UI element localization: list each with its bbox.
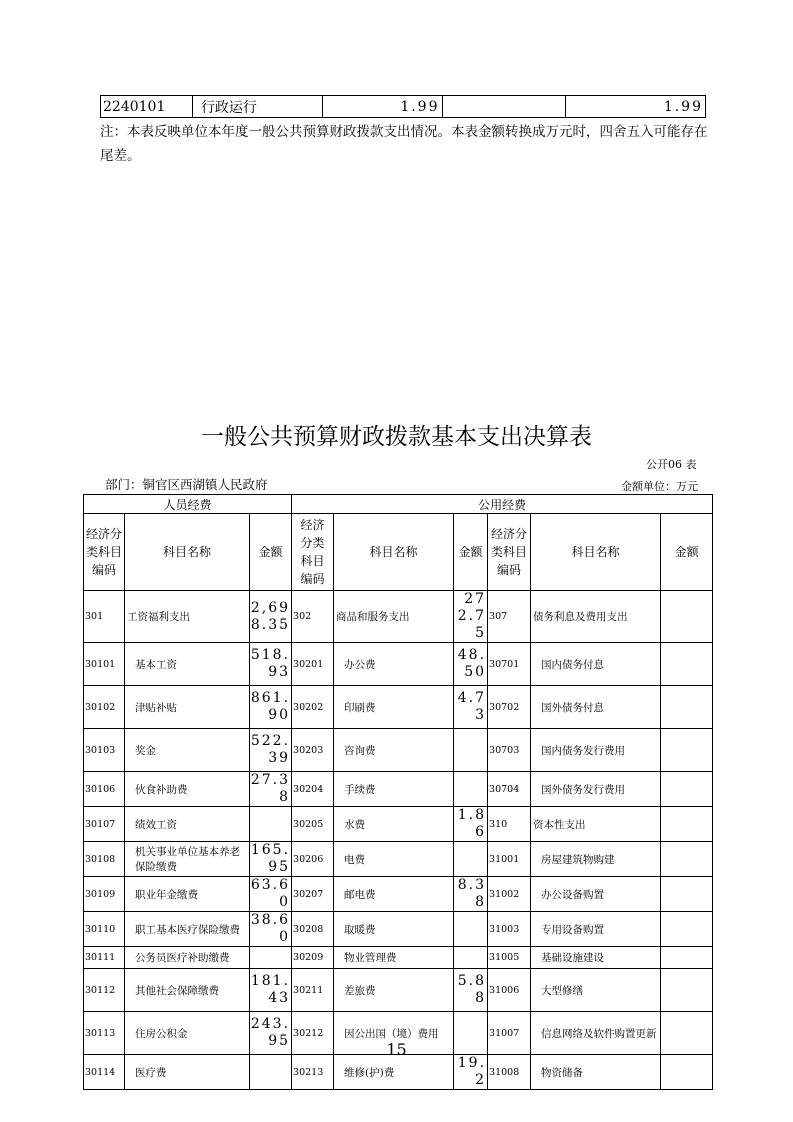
name-cell: 差旅费: [334, 969, 454, 1012]
name-cell: 水费: [334, 807, 454, 842]
name-cell: 住房公积金: [125, 1012, 250, 1055]
name-header: 科目名称: [531, 514, 661, 591]
amount-cell: 38.60: [250, 912, 291, 945]
code-cell: 30111: [84, 947, 125, 969]
header-row-columns: [84, 514, 713, 591]
name-cell: 办公设备购置: [531, 877, 661, 912]
amount-cell: [661, 591, 713, 643]
name-cell: 其他社会保障缴费: [125, 969, 250, 1012]
table-note: 注：本表反映单位本年度一般公共预算财政拨款支出情况。本表金额转换成万元时，四舍五入可能存在尾差。: [100, 124, 708, 164]
expenditure-table: [83, 494, 713, 1090]
amount-cell: 522.39: [250, 729, 292, 772]
code-cell: 30112: [84, 969, 125, 1012]
code-cell: 307: [488, 591, 531, 643]
amount-cell: 5.88: [454, 969, 488, 1012]
name-cell: 物资储备: [531, 1055, 661, 1090]
name-cell: 手续费: [334, 772, 454, 807]
table-row: [84, 643, 713, 686]
code-cell: 30203: [292, 729, 334, 772]
department-label: 部门：铜官区西湖镇人民政府: [105, 477, 268, 492]
name-header: 科目名称: [334, 514, 454, 591]
code-cell: 30213: [292, 1055, 334, 1090]
name-cell: 因公出国（境）费用: [334, 1012, 454, 1055]
name-cell: 基本工资: [125, 643, 250, 686]
amount-cell: [661, 877, 713, 912]
amount-cell: 181.43: [250, 969, 292, 1012]
amount-cell: [661, 969, 713, 1012]
name-cell: 维修(护)费: [334, 1055, 454, 1090]
amount-cell: [661, 912, 713, 947]
name-cell: 行政运行: [192, 96, 322, 118]
table-row: [101, 96, 706, 118]
unit-label: 金额单位：万元: [621, 480, 698, 493]
amount-cell: [661, 807, 713, 842]
amount-cell: 2,698.35: [250, 591, 292, 643]
table-row: [84, 877, 713, 912]
name-cell: 职工基本医疗保险缴费: [125, 912, 250, 947]
code-header: 经济分类科目编码: [488, 514, 531, 591]
name-cell: 邮电费: [334, 877, 454, 912]
name-cell: 电费: [334, 842, 454, 877]
name-cell: 咨询费: [334, 729, 454, 772]
code-cell: 30209: [292, 947, 334, 969]
amount-cell: 272.75: [454, 591, 488, 643]
code-cell: 30206: [292, 842, 334, 877]
amount-cell: [661, 842, 713, 877]
name-cell: 国外债务付息: [531, 686, 661, 729]
name-cell: 专用设备购置: [531, 912, 661, 947]
name-cell: 工资福利支出: [125, 591, 250, 643]
amount-cell: 19.2: [454, 1055, 488, 1090]
page-number: 15: [386, 1040, 407, 1059]
amount-cell: 8.38: [454, 877, 488, 912]
code-cell: 30701: [488, 643, 531, 686]
name-cell: 绩效工资: [125, 807, 250, 842]
code-cell: 30113: [84, 1012, 125, 1055]
table-code: 公开06 表: [646, 458, 697, 471]
amount-cell: [661, 947, 713, 969]
name-cell: 基础设施建设: [531, 947, 661, 969]
table-row: [84, 1055, 713, 1090]
personnel-header: 人员经费: [84, 495, 292, 514]
code-header: 经济分类科目编码: [84, 514, 125, 591]
amount-cell: 1.99: [322, 96, 442, 118]
name-cell: 物业管理费: [334, 947, 454, 969]
amount-cell: 243.95: [250, 1012, 292, 1055]
code-cell: 30103: [84, 729, 125, 772]
code-cell: 30107: [84, 807, 125, 842]
name-cell: 津贴补贴: [125, 686, 250, 729]
previous-table-tail: [100, 95, 706, 118]
name-cell: 奖金: [125, 729, 250, 772]
amount-header: 金额: [661, 514, 713, 591]
amount-cell: 861.90: [250, 686, 292, 729]
table-row: [84, 947, 713, 969]
amount-cell: 27.38: [250, 772, 291, 805]
amount-cell: [454, 947, 488, 969]
name-cell: 商品和服务支出: [334, 591, 454, 643]
amount-cell: 1.99: [566, 96, 706, 118]
name-cell: 房屋建筑物购建: [531, 842, 661, 877]
table-row: [84, 686, 713, 729]
amount-cell: [661, 643, 713, 686]
code-cell: 302: [292, 591, 334, 643]
amount-cell: 165.95: [250, 842, 291, 875]
name-cell: 医疗费: [125, 1055, 250, 1090]
code-cell: 31005: [488, 947, 531, 969]
code-cell: 310: [488, 807, 531, 842]
name-cell: 信息网络及软件购置更新: [531, 1012, 661, 1055]
code-cell: 30108: [84, 842, 125, 877]
amount-cell: [454, 772, 488, 807]
empty-cell: [442, 96, 566, 118]
code-cell: 31002: [488, 877, 531, 912]
amount-cell: [661, 772, 713, 807]
code-cell: 31001: [488, 842, 531, 877]
amount-header: 金额: [454, 514, 488, 591]
amount-cell: [250, 807, 292, 842]
table-row: [84, 842, 713, 877]
code-cell: 30202: [292, 686, 334, 729]
code-cell: 30704: [488, 772, 531, 807]
name-cell: 国内债务付息: [531, 643, 661, 686]
amount-cell: [454, 842, 488, 877]
amount-cell: [661, 729, 713, 772]
amount-header: 金额: [250, 514, 292, 591]
name-cell: 取暖费: [334, 912, 454, 947]
code-cell: 30114: [84, 1055, 125, 1090]
amount-cell: [250, 947, 292, 969]
code-cell: 31006: [488, 969, 531, 1012]
name-cell: 公务员医疗补助缴费: [125, 947, 250, 969]
amount-cell: 518.93: [250, 643, 292, 686]
code-cell: 31007: [488, 1012, 531, 1055]
table-row: [84, 807, 713, 842]
code-cell: 30207: [292, 877, 334, 912]
code-cell: 30110: [84, 912, 125, 947]
code-cell: 2240101: [101, 96, 193, 118]
name-cell: 国外债务发行费用: [531, 772, 661, 807]
name-cell: 大型修缮: [531, 969, 661, 1012]
name-cell: 资本性支出: [531, 807, 661, 842]
table-row: [84, 969, 713, 1012]
code-cell: 30204: [292, 772, 334, 807]
table-row: [84, 729, 713, 772]
name-cell: 印刷费: [334, 686, 454, 729]
amount-cell: [661, 686, 713, 729]
code-cell: 30106: [84, 772, 125, 807]
amount-cell: 48.50: [454, 643, 488, 686]
code-cell: 31003: [488, 912, 531, 947]
code-cell: 30211: [292, 969, 334, 1012]
table-row: [84, 591, 713, 643]
amount-cell: [454, 912, 488, 947]
name-cell: 机关事业单位基本养老保险缴费: [125, 842, 250, 877]
code-cell: 301: [84, 591, 125, 643]
header-row-groups: [84, 495, 713, 514]
code-cell: 30703: [488, 729, 531, 772]
table-row: [84, 912, 713, 947]
code-cell: 30205: [292, 807, 334, 842]
amount-cell: [661, 1055, 713, 1090]
code-cell: 30102: [84, 686, 125, 729]
name-header: 科目名称: [125, 514, 250, 591]
code-header: 经济分类科目编码: [292, 514, 334, 591]
name-cell: 伙食补助费: [125, 772, 250, 807]
amount-cell: 4.73: [454, 686, 488, 729]
name-cell: 职业年金缴费: [125, 877, 250, 912]
amount-cell: 63.60: [250, 877, 291, 910]
name-cell: 国内债务发行费用: [531, 729, 661, 772]
name-cell: 债务利息及费用支出: [531, 591, 661, 643]
code-cell: 30212: [292, 1012, 334, 1055]
amount-cell: [454, 729, 488, 772]
amount-cell: [250, 1055, 292, 1090]
code-cell: 30208: [292, 912, 334, 947]
page-title: 一般公共预算财政拨款基本支出决算表: [201, 424, 592, 450]
public-header: 公用经费: [292, 495, 713, 514]
name-cell: 办公费: [334, 643, 454, 686]
code-cell: 30702: [488, 686, 531, 729]
table-row: [84, 772, 713, 807]
code-cell: 30109: [84, 877, 125, 912]
amount-cell: 1.86: [454, 807, 488, 842]
code-cell: 30201: [292, 643, 334, 686]
code-cell: 31008: [488, 1055, 531, 1090]
code-cell: 30101: [84, 643, 125, 686]
